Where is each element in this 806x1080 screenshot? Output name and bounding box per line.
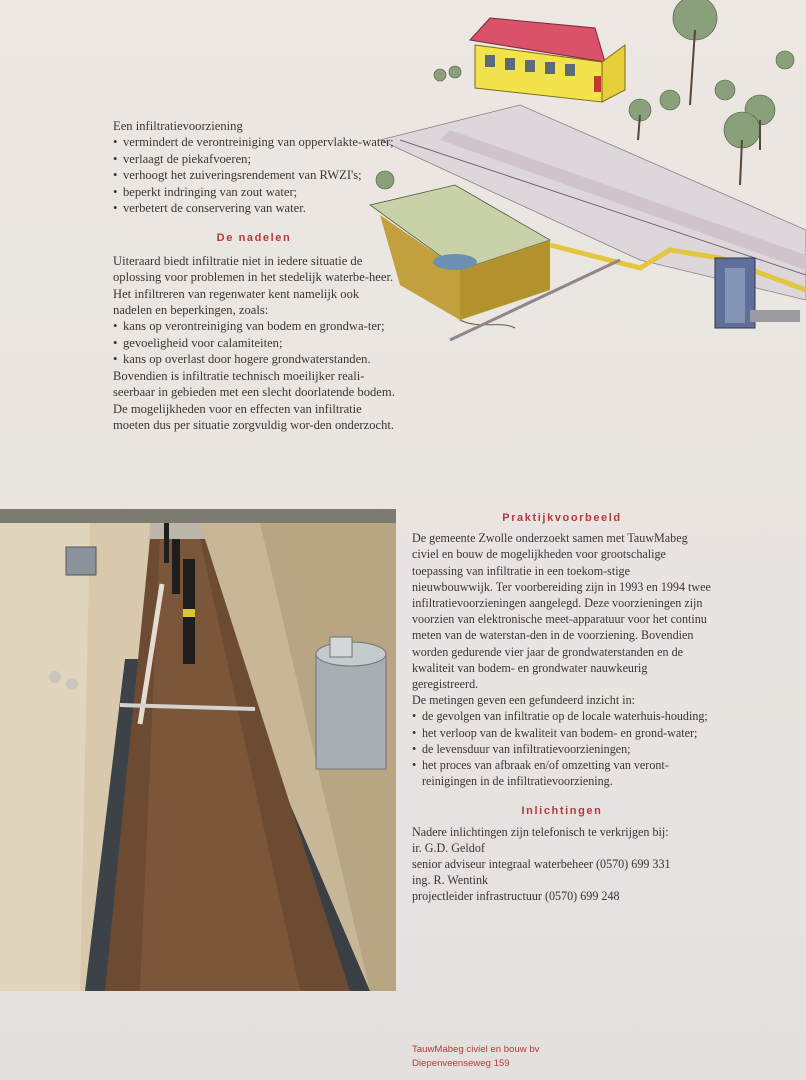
list-item: • kans op overlast door hogere grondwaterstanden. [113, 351, 395, 367]
list-item: • verhoogt het zuiveringsrendement van RWZI's; [113, 167, 395, 183]
intro-lead: Een infiltratievoorziening [113, 119, 243, 133]
nadelen-heading: De nadelen [216, 232, 292, 245]
list-item: • kans op verontreiniging van bodem en grondwa-ter; [113, 318, 395, 334]
praktijk-paragraph: De gemeente Zwolle onderzoekt samen met TauwMabeg civiel en bouw de mogelijkheden voor grootschalige toepassing van infiltratie in een toekom-stige nieuwbouwwijk. Ter voorbereiding zijn in 1993 en 1994 twee infiltratievoorzieningen aangelegd. Deze voorzieningen zijn voorzien van elektronische meet-apparatuur voor het continu meten van de waterstan-den in de voorziening. Bovendien worden gedurende vier jaar de grondwaterstanden en de kwaliteit van bodem- en grondwater nauwkeurig geregistreerd. [412, 531, 711, 692]
praktijk-lead: De metingen geven een gefundeerd inzicht in: [412, 693, 635, 708]
right-text-column [412, 510, 712, 905]
contact-role-phone: senior adviseur integraal waterbeheer (0570) 699 331 [412, 857, 671, 872]
left-text-column [113, 118, 395, 433]
contact-name: ing. R. Wentink [412, 873, 489, 888]
list-item: • het verloop van de kwaliteit van bodem- en grond-water; [412, 725, 712, 741]
footer-address [412, 1043, 539, 1071]
list-item: • beperkt indringing van zout water; [113, 184, 395, 200]
footer-street: Diepenveenseweg 159 [412, 1058, 510, 1069]
contact-role-phone: projectleider infrastructuur (0570) 699 248 [412, 889, 620, 904]
inlichtingen-heading: Inlichtingen [521, 805, 603, 818]
list-item: • verlaagt de piekafvoeren; [113, 151, 395, 167]
contact-name: ir. G.D. Geldof [412, 840, 485, 855]
list-item: • het proces van afbraak en/of omzetting van veront-reinigingen in de infiltratievoorziening. [412, 757, 712, 789]
list-item: • vermindert de verontreiniging van oppervlakte-water; [113, 134, 395, 150]
praktijk-heading: Praktijkvoorbeeld [502, 512, 622, 524]
intro-bullet-list [113, 134, 395, 216]
nadelen-paragraph-2: Bovendien is infiltratie technisch moeilijker reali-seerbaar in gebieden met een slecht doorlatende bodem. De mogelijkheden voor en effecten van infiltratie moeten dus per situatie zorgvuldig wor-den onderzocht. [113, 368, 395, 432]
list-item: • gevoeligheid voor calamiteiten; [113, 335, 395, 351]
footer-company: TauwMabeg civiel en bouw bv [412, 1044, 540, 1055]
nadelen-paragraph-1: Uiteraard biedt infiltratie niet in iedere situatie de oplossing voor problemen in het stedelijk waterbe-heer. Het infiltreren van regenwater kent namelijk ook nadelen en beperkingen, zoals: [113, 253, 394, 318]
infiltration-illustration [340, 0, 806, 360]
list-item: • verbetert de conservering van water. [113, 200, 395, 216]
list-item: • de levensduur van infiltratievoorzieningen; [412, 741, 712, 757]
nadelen-bullet-list [113, 318, 395, 367]
praktijk-bullet-list [412, 708, 712, 789]
trench-photo [0, 509, 396, 991]
inlichtingen-line: Nadere inlichtingen zijn telefonisch te verkrijgen bij: [412, 824, 669, 839]
list-item: • de gevolgen van infiltratie op de locale waterhuis-houding; [412, 708, 712, 724]
